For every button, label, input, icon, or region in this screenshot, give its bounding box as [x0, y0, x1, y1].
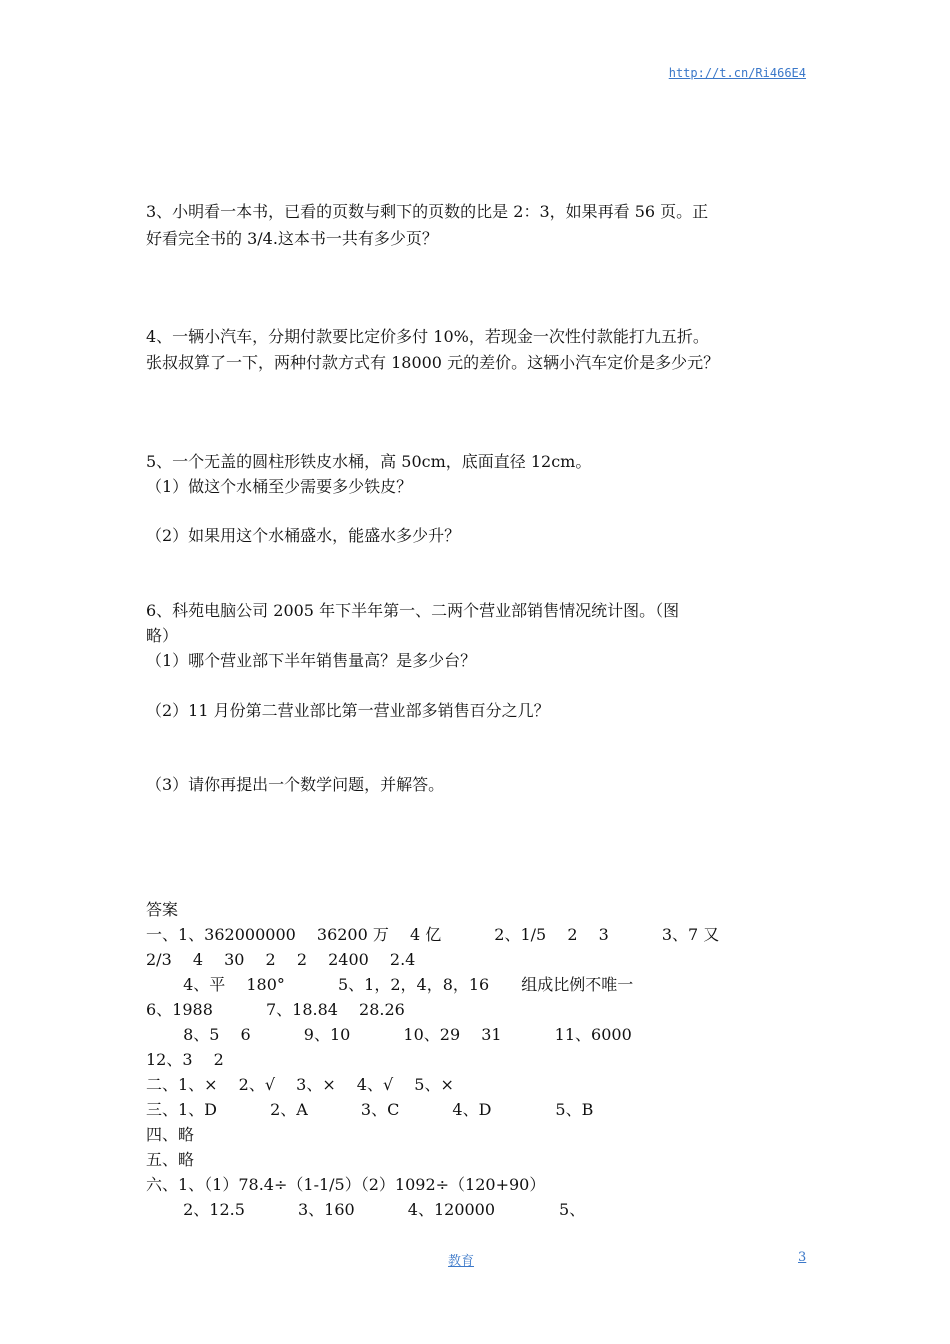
answer-line: 一、1、362000000 36200 万 4 亿 2、1/5 2 3 3、7 又 [146, 925, 720, 944]
question-5-sub-1: （1）做这个水桶至少需要多少铁皮？ [146, 477, 413, 496]
answer-line: 2、12.5 3、160 4、120000 5、 [146, 1200, 586, 1219]
answer-line: 12、3 2 [146, 1050, 224, 1069]
answer-line: 8、5 6 9、10 10、29 31 11、6000 [146, 1025, 632, 1044]
answers-heading: 答案 [146, 900, 179, 919]
header-url-link[interactable]: http://t.cn/Ri466E4 [668, 66, 806, 80]
question-3-line-2: 好看完全书的 3/4.这本书一共有多少页？ [146, 229, 438, 248]
page-number-link[interactable]: 3 [798, 1250, 807, 1265]
answer-line: 三、1、D 2、A 3、C 4、D 5、B [146, 1100, 594, 1119]
question-4-line-1: 4、一辆小汽车，分期付款要比定价多付 10%，若现金一次性付款能打九五折。 [146, 327, 709, 346]
question-6-sub-2: （2）11 月份第二营业部比第一营业部多销售百分之几？ [146, 701, 550, 720]
question-6-line-2: 略） [146, 626, 179, 645]
footer-education-link[interactable]: 教育 [448, 1254, 475, 1269]
question-6-sub-1: （1）哪个营业部下半年销售量高？是多少台？ [146, 651, 477, 670]
question-5-line-1: 5、一个无盖的圆柱形铁皮水桶，高 50cm，底面直径 12cm。 [146, 452, 592, 471]
question-4-line-2: 张叔叔算了一下，两种付款方式有 18000 元的差价。这辆小汽车定价是多少元？ [146, 353, 720, 372]
answer-line: 6、1988 7、18.84 28.26 [146, 1000, 405, 1019]
question-6-line-1: 6、科苑电脑公司 2005 年下半年第一、二两个营业部销售情况统计图。（图 [146, 601, 680, 620]
answer-line: 五、略 [146, 1150, 195, 1169]
answer-line: 四、略 [146, 1125, 195, 1144]
question-6-sub-3: （3）请你再提出一个数学问题，并解答。 [146, 775, 445, 794]
answer-line: 二、1、× 2、√ 3、× 4、√ 5、× [146, 1075, 454, 1094]
question-5-sub-2: （2）如果用这个水桶盛水，能盛水多少升？ [146, 526, 461, 545]
answer-line: 六、1、（1）78.4÷（1-1/5）（2）1092÷（120+90） [146, 1175, 546, 1194]
question-3-line-1: 3、小明看一本书，已看的页数与剩下的页数的比是 2：3，如果再看 56 页。正 [146, 202, 709, 221]
answer-line: 2/3 4 30 2 2 2400 2.4 [146, 950, 416, 969]
answer-line: 4、平 180° 5、1，2，4，8，16 组成比例不唯一 [146, 975, 634, 994]
